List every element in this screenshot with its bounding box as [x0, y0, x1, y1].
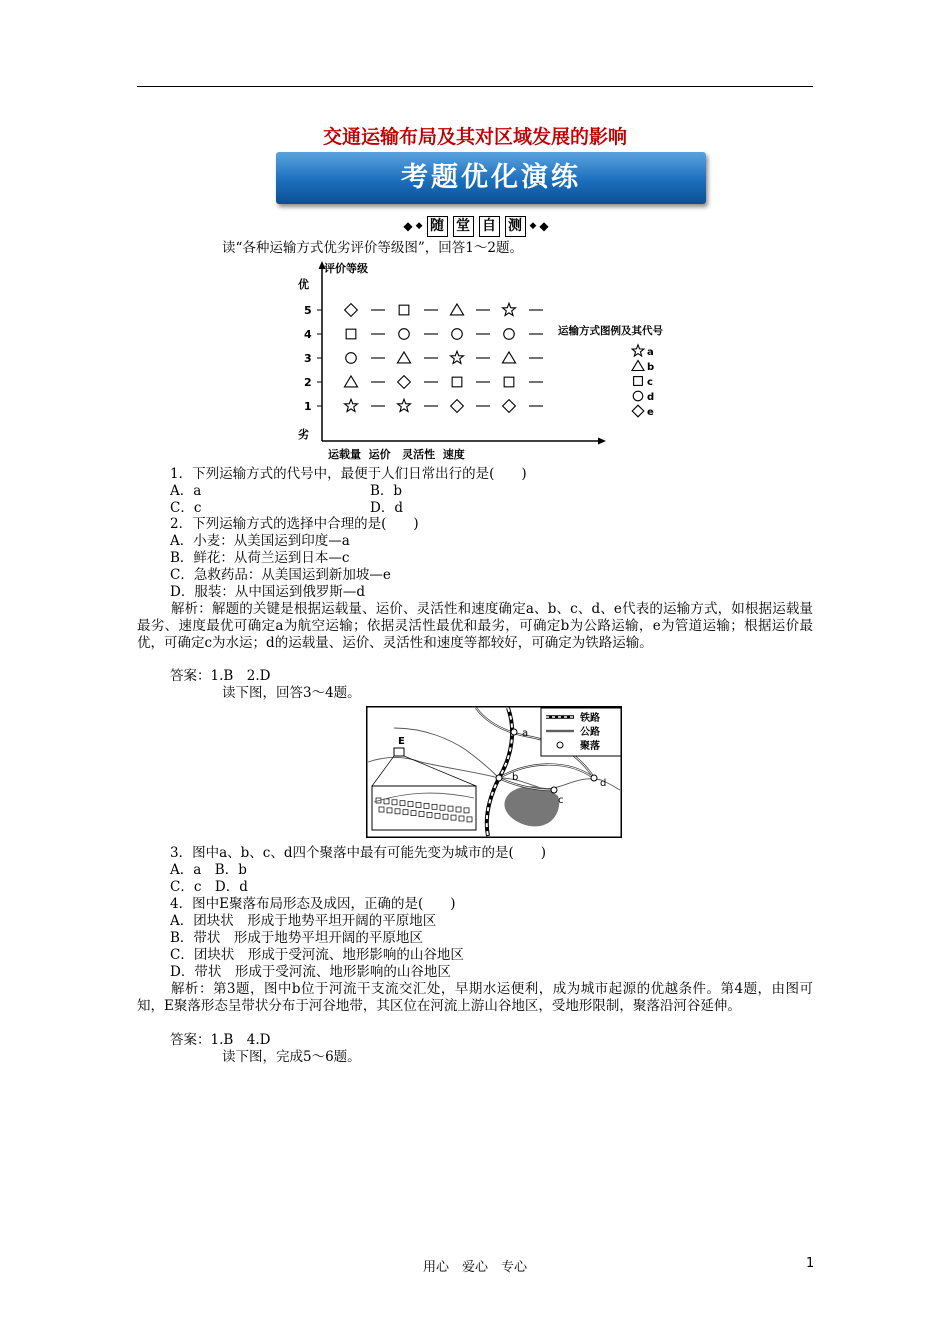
- legend-code: c: [647, 377, 653, 388]
- q4-option-c: C．团块状 形成于受河流、地形影响的山谷地区: [170, 947, 464, 963]
- header-rule: [137, 86, 813, 87]
- q1-option-b: B．b: [370, 483, 403, 499]
- analysis-2: 解析：第3题，图中b位于河流干支流交汇处，早期水运便利，成为城市起源的优越条件。第4题，由图可知，E聚落形态呈带状分布于河谷地带，其区位在河流上游山谷地区，受地形限制，聚落沿河谷延伸。: [137, 981, 813, 1014]
- legend-code: b: [647, 362, 655, 373]
- q4-option-a: A．团块状 形成于地势平坦开阔的平原地区: [170, 913, 437, 929]
- footer: 用心 爱心 专心: [422, 1260, 527, 1275]
- answer-2: 答案：1.B 4.D: [170, 1032, 271, 1048]
- chart-x-categories: 运载量 运价 灵活性 速度: [328, 448, 465, 461]
- triangle-mark: [450, 304, 463, 315]
- y-tick-label: 3: [304, 352, 312, 365]
- map-label-e: E: [398, 736, 405, 747]
- intro-3: 读下图，完成5～6题。: [222, 1049, 361, 1065]
- circle-mark: [504, 329, 515, 340]
- y-tick-label: 2: [304, 376, 312, 389]
- q1-stem: 1．下列运输方式的代号中，最便于人们日常出行的是( ): [170, 466, 527, 482]
- answer-1: 答案：1.B 2.D: [170, 668, 271, 684]
- x-axis-arrow: [598, 438, 606, 445]
- star-mark: [451, 351, 464, 363]
- chart-bottom-label: 劣: [298, 428, 309, 441]
- q3-options-ab: A．a B．b: [170, 862, 247, 878]
- chart-legend: [632, 345, 654, 418]
- circle-mark: [399, 329, 410, 340]
- star-mark: [398, 399, 411, 411]
- q3-options-cd: C．c D．d: [170, 879, 248, 895]
- page-number: 1: [806, 1256, 815, 1271]
- circle-mark: [633, 391, 643, 401]
- map-label-b: b: [512, 772, 519, 783]
- diamond-mark: [503, 400, 516, 413]
- q1-option-d: D．d: [370, 500, 403, 516]
- chart-top-label: 优: [298, 278, 309, 291]
- star-mark: [345, 399, 358, 411]
- square-mark: [634, 377, 643, 386]
- q2-option-c: C．急救药品：从美国运到新加坡—e: [170, 567, 391, 583]
- legend-code: e: [647, 407, 654, 418]
- q1-option-c: C．c: [170, 500, 202, 516]
- legend-label-railway: 铁路: [580, 713, 600, 724]
- intro-2: 读下图，回答3～4题。: [222, 685, 361, 701]
- q4-option-b: B．带状 形成于地势平坦开阔的平原地区: [170, 930, 423, 946]
- triangle-mark: [344, 376, 357, 387]
- settlement-d: [591, 775, 597, 781]
- q3-stem: 3．图中a、b、c、d四个聚落中最有可能先变为城市的是( ): [170, 845, 547, 861]
- section-banner: 考题优化演练: [276, 152, 706, 204]
- y-tick-label: 5: [304, 304, 312, 317]
- legend-code: a: [647, 347, 654, 358]
- diamond-mark: [345, 304, 358, 317]
- subheading-char: 随: [427, 216, 448, 237]
- analysis-1: 解析：解题的关键是根据运载量、运价、灵活性和速度确定a、b、c、d、e代表的运输方式，如根据运载量最劣、速度最优可确定a为航空运输；依据灵活性最优和最劣，可确定b为公路运输，e为管道运输；根据运价最优，可确定c为水运；d的运载量、运价、灵活性和速度等都较好，可确定为铁路运输。: [137, 601, 813, 651]
- square-mark: [346, 329, 356, 339]
- circle-mark: [452, 329, 463, 340]
- settlement-b: [496, 775, 502, 781]
- q2-option-d: D．服装：从中国运到俄罗斯—d: [170, 584, 365, 600]
- q1-option-a: A．a: [170, 483, 202, 499]
- settlement-a: [511, 729, 517, 735]
- diamond-icon: ◆: [403, 219, 413, 233]
- circle-mark: [346, 353, 357, 364]
- legend-label-road: 公路: [580, 727, 600, 738]
- subheading-char: 测: [505, 216, 526, 237]
- chart-rows: [304, 303, 543, 413]
- q2-stem: 2．下列运输方式的选择中合理的是( ): [170, 516, 419, 532]
- legend-settlement: [557, 742, 563, 748]
- q4-stem: 4．图中E聚落布局形态及成因，正确的是( ): [170, 896, 456, 912]
- triangle-mark: [397, 352, 410, 363]
- evaluation-chart: [290, 258, 710, 468]
- diamond-icon: ◆: [415, 221, 423, 231]
- q2-option-a: A．小麦：从美国运到印度—a: [170, 533, 350, 549]
- triangle-mark: [632, 361, 644, 371]
- square-mark: [504, 377, 514, 387]
- legend-label-settlement: 聚落: [580, 741, 600, 752]
- square-mark: [399, 305, 409, 315]
- y-tick-label: 1: [304, 400, 312, 413]
- diamond-mark: [632, 405, 644, 417]
- q2-option-b: B．鲜花：从荷兰运到日本—c: [170, 550, 350, 566]
- subheading-char: 自: [479, 216, 500, 237]
- star-mark: [632, 345, 644, 356]
- subheading: [376, 216, 576, 236]
- triangle-mark: [502, 352, 515, 363]
- diamond-mark: [451, 400, 464, 413]
- star-mark: [503, 303, 516, 315]
- map-label-a: a: [522, 728, 529, 739]
- square-mark: [452, 377, 462, 387]
- legend-code: d: [647, 392, 655, 403]
- y-tick-label: 4: [304, 328, 312, 341]
- map-label-d: d: [600, 778, 607, 789]
- diamond-icon: ◆: [539, 219, 549, 233]
- settlement-c: [551, 787, 557, 793]
- chart-ylabel: 评价等级: [324, 262, 368, 275]
- map-label-c: c: [558, 795, 564, 806]
- legend-title: 运输方式图例及其代号: [558, 325, 663, 337]
- q4-option-d: D．带状 形成于受河流、地形影响的山谷地区: [170, 964, 451, 980]
- intro-1: 读“各种运输方式优劣评价等级图”，回答1～2题。: [222, 240, 523, 256]
- page-title: 交通运输布局及其对区域发展的影响: [322, 126, 627, 148]
- settlement-map: [366, 706, 622, 838]
- diamond-icon: ◆: [529, 221, 537, 231]
- subheading-char: 堂: [453, 216, 474, 237]
- diamond-mark: [398, 376, 411, 389]
